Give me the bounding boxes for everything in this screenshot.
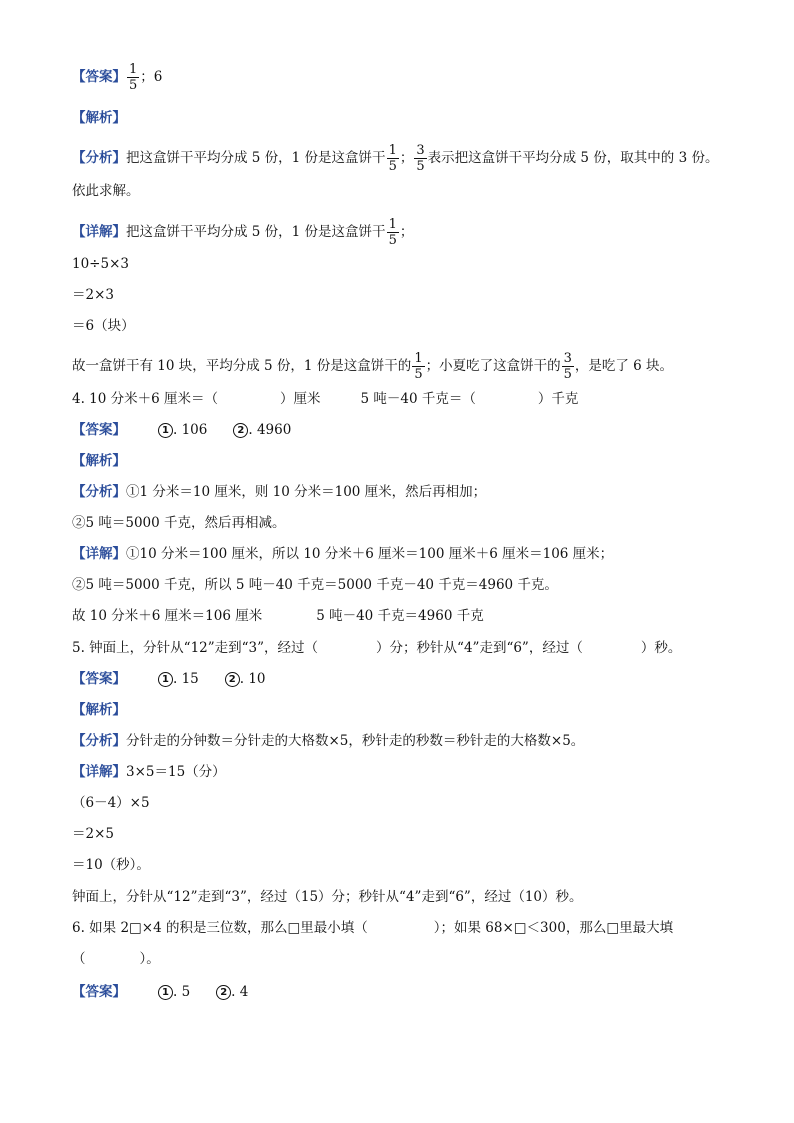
q3-calc-2: ＝2×3 <box>72 287 114 303</box>
answer-tag: 【答案】 <box>72 422 126 438</box>
fenxi-tag: 【分析】 <box>72 733 126 749</box>
answer-tag: 【答案】 <box>72 671 126 687</box>
q4-analysis-line <box>72 451 126 471</box>
fenxi-tag: 【分析】 <box>72 150 126 166</box>
circled-number: 2 <box>216 985 231 1000</box>
q6-answer-line: 【答案】 1 . 5 2 . 4 <box>72 984 249 1000</box>
q5-analysis-line <box>72 700 126 720</box>
q3-xiangjie-line: 【详解】把这盒饼干平均分成 5 份，1 份是这盒饼干 $\frac{1}{5}$ ； <box>72 217 414 248</box>
analysis-tag: 【解析】 <box>72 702 126 718</box>
q3-answer-line: 【答案】 $\frac{1}{5}$ ；6 <box>72 62 163 93</box>
q5-calc-3: ＝10（秒）。 <box>72 857 150 873</box>
q3-conclusion: 故一盒饼干有 10 块，平均分成 5 份，1 份是这盒饼干的 $\frac{1}{5}$ ；小夏吃了这盒饼干的 $\frac{3}{5}$ ，是吃了 6 块。 <box>72 351 674 382</box>
circled-number: 1 <box>158 672 173 687</box>
q5-conclusion: 钟面上，分针从“12”走到“3”，经过（15）分；秒针从“4”走到“6”，经过（10）秒。 <box>72 889 583 905</box>
q4-xiangjie-line: 【详解】①10 分米＝100 厘米，所以 10 分米＋6 厘米＝100 厘米＋6 厘米＝106 厘米； <box>72 546 614 562</box>
fenxi-tag: 【分析】 <box>72 484 126 500</box>
analysis-tag: 【解析】 <box>72 453 126 469</box>
q5-xiangjie-line: 【详解】3×5＝15（分） <box>72 764 226 780</box>
circled-number: 2 <box>225 672 240 687</box>
q4-answer-line: 【答案】 1 . 106 2 . 4960 <box>72 422 292 438</box>
q4-conclusion: 故 10 分米＋6 厘米＝106 厘米 5 吨－40 千克＝4960 千克 <box>72 608 484 624</box>
q3-calc-3: ＝6（块） <box>72 318 135 334</box>
fraction: $\frac{1}{5}$ <box>388 143 397 174</box>
q6-question-cont: （ ）。 <box>72 951 160 967</box>
fraction: $\frac{3}{5}$ <box>416 143 425 174</box>
q4-fenxi-cont: ②5 吨＝5000 千克，然后再相减。 <box>72 515 286 531</box>
q4-fenxi-line: 【分析】①1 分米＝10 厘米，则 10 分米＝100 厘米，然后再相加； <box>72 484 487 500</box>
circled-number: 1 <box>158 423 173 438</box>
fraction: $\frac{1}{5}$ <box>388 217 397 248</box>
fraction: $\frac{3}{5}$ <box>563 351 572 382</box>
xiangjie-tag: 【详解】 <box>72 546 126 562</box>
xiangjie-tag: 【详解】 <box>72 224 126 240</box>
fraction: $\frac{1}{5}$ <box>414 351 423 382</box>
q3-fenxi-cont: 依此求解。 <box>72 183 140 199</box>
q4-xiangjie-cont: ②5 吨＝5000 千克，所以 5 吨－40 千克＝5000 千克－40 千克＝4960 千克。 <box>72 577 558 593</box>
q5-answer-line: 【答案】 1 . 15 2 . 10 <box>72 671 266 687</box>
q3-analysis-line <box>72 108 126 128</box>
xiangjie-tag: 【详解】 <box>72 764 126 780</box>
circled-number: 1 <box>158 985 173 1000</box>
analysis-tag: 【解析】 <box>72 110 126 126</box>
q5-fenxi-line: 【分析】分针走的分钟数＝分针走的大格数×5，秒针走的秒数＝秒针走的大格数×5。 <box>72 733 585 749</box>
q5-question: 5. 钟面上，分针从“12”走到“3”，经过（ ）分；秒针从“4”走到“6”，经过（ ）秒。 <box>72 640 682 656</box>
fraction: $\frac{1}{5}$ <box>129 62 138 93</box>
q5-calc-1: （6－4）×5 <box>72 795 150 811</box>
q3-calc-1: 10÷5×3 <box>72 256 129 272</box>
q6-question: 6. 如果 2□×4 的积是三位数，那么□里最小填（ ）；如果 68×□＜300，那么□里最大填 <box>72 920 674 936</box>
q5-calc-2: ＝2×5 <box>72 826 114 842</box>
q3-fenxi-line: 【分析】把这盒饼干平均分成 5 份，1 份是这盒饼干 $\frac{1}{5}$ ； $\frac{3}{5}$ 表示把这盒饼干平均分成 5 份，取其中的 3 份。 <box>72 143 719 174</box>
circled-number: 2 <box>233 423 248 438</box>
q4-question: 4. 10 分米＋6 厘米＝（ ）厘米 5 吨－40 千克＝（ ）千克 <box>72 391 579 407</box>
answer-tag: 【答案】 <box>72 69 126 85</box>
answer-tag: 【答案】 <box>72 984 126 1000</box>
